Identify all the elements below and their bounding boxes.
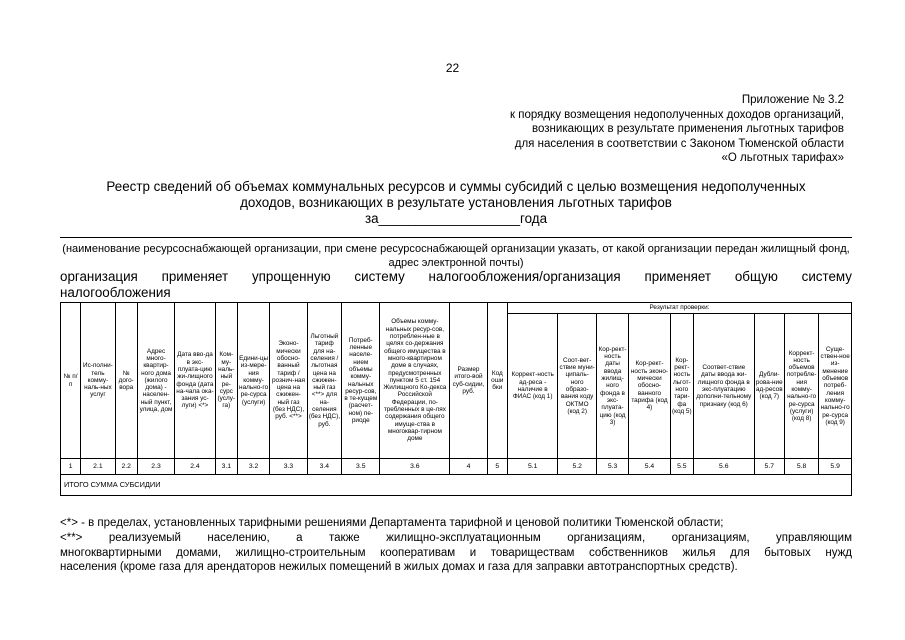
column-number: 3.4	[307, 459, 341, 475]
org-name-caption: (наименование ресурсоснабжающей организации, при смене ресурсоснабжающей организации указать, от какой организации передан жилищный фонд, адрес электронной почты)	[62, 243, 850, 269]
result-column-header: Суще-ствен-ное из-менение объемов потреб-ления комму-нально-го ре-сурса (код 9)	[819, 314, 852, 459]
result-group-header: Результат проверки:	[507, 303, 851, 314]
tax-system-line: налогообложения	[60, 285, 171, 300]
column-number: 5.9	[819, 459, 852, 475]
column-number: 2.4	[175, 459, 215, 475]
appendix-line: к порядку возмещения недополученных доходов организаций,	[510, 108, 844, 121]
column-number: 3.2	[237, 459, 269, 475]
tax-system-line: организация применяет упрощенную систему налогообложения/организация применяет общую систему	[60, 269, 852, 284]
appendix-line: возникающих в результате применения льготных тарифов	[532, 123, 844, 136]
column-header: Размер итого-вой суб-сидии, руб.	[450, 303, 487, 459]
column-header: Дата вво-да в экс-плуата-цию жи-лищного фонда (дата на-чала ока-зания ус-луги) <*>	[175, 303, 215, 459]
column-number: 5.8	[784, 459, 818, 475]
page-number: 22	[445, 61, 460, 75]
column-number: 2.2	[115, 459, 137, 475]
title-line: доходов, возникающих в результате установления льготных тарифов	[240, 194, 672, 210]
column-number: 2.3	[137, 459, 174, 475]
document-title	[60, 179, 852, 226]
result-column-header: Кор-рект-ность льгот-ного тари-фа (код 5)	[670, 314, 693, 459]
column-header: Адрес много-квартир-ного дома (жилого дома) - населен-ный пункт, улица, дом	[137, 303, 174, 459]
appendix-line: Приложение № 3.2	[741, 94, 844, 106]
column-number: 3.6	[380, 459, 450, 475]
column-number: 5.1	[507, 459, 558, 475]
column-number: 5.6	[693, 459, 754, 475]
result-column-header: Дубли-рова-ние ад-ресов (код 7)	[754, 314, 784, 459]
appendix-heading	[510, 93, 844, 166]
column-header: Код оши бки	[487, 303, 507, 459]
result-column-header: Соответ-ствие даты ввода жи-лищного фонда в экс-плуатацию дополни-тельному признаку (код 6)	[693, 314, 754, 459]
column-number: 2.1	[81, 459, 115, 475]
result-column-header: Коррект-ность ад-реса - наличие в ФИАС (код 1)	[507, 314, 558, 459]
appendix-line: «О льготных тарифах»	[721, 152, 844, 165]
column-number: 5.3	[596, 459, 628, 475]
registry-table	[60, 302, 852, 496]
column-number: 5.2	[558, 459, 596, 475]
result-column-header: Кор-рект-ность эконо-мически обосно-ванного тарифа (код 4)	[629, 314, 670, 459]
column-header: Едини-цы из-мере-ния комму-нально-го ре-сурса (услуги)	[237, 303, 269, 459]
column-header: Ис-полни-тель комму-наль-ных услуг	[81, 303, 115, 459]
org-name-fill-line	[60, 237, 852, 238]
column-number: 5.4	[629, 459, 670, 475]
column-header: № дого-вора	[115, 303, 137, 459]
title-line: Реестр сведений об объемах коммунальных ресурсов и суммы субсидий с целью возмещения недополученных	[106, 179, 806, 194]
column-number: 1	[61, 459, 81, 475]
footnotes	[60, 516, 852, 575]
column-number: 3.3	[270, 459, 307, 475]
column-header: Потреб-ленные населе-нием объемы комму-нальных ресур-сов, в те-кущем (расчет-ном) пе-риоде	[342, 303, 380, 459]
column-header: Льготный тариф для на-селения / льготная цена на сжижен-ный газ <**> для на-селения (без НДС), руб.	[307, 303, 341, 459]
result-column-header: Коррект-ность объемов потребле-ния комму-нально-го ре-сурса (услуги) (код 8)	[784, 314, 818, 459]
column-header: № п/п	[61, 303, 81, 459]
footnote-double-asterisk	[60, 531, 852, 575]
column-header: Ком-му-наль-ный ре-сурс (услу-га)	[215, 303, 237, 459]
column-header: Эконо-мически обосно-ванный тариф / рознич-ная цена на сжижен-ный газ (без НДС), руб. <**>	[270, 303, 307, 459]
column-number: 5.7	[754, 459, 784, 475]
result-column-header: Кор-рект-ность даты ввода жилищ-ного фонда в экс-плуата-цию (код 3)	[596, 314, 628, 459]
result-column-header: Соот-вет-ствие муни-ципаль-ного образо-вания коду ОКТМО (код 2)	[558, 314, 596, 459]
column-number: 5	[487, 459, 507, 475]
footnote-line: многоквартирными домами, жилищно-строительным кооперативам и товариществам собственников жилья для бытовых нужд	[60, 546, 852, 559]
footnote-line: <**> реализуемый населению, а также жилищно-эксплуатационным организациям, организациям, управляющим	[60, 531, 852, 544]
column-header: Объемы комму-нальных ресур-сов, потреблен-ные в целях со-держания общего имущества в много-квартирном доме в случаях, предусмотренных пунктом 5 ст. 154 Жилищного Ко-декса Российской Федерации, по-требленных в це-лях содержания общего имуще-ства в многоквар-тирном доме	[380, 303, 450, 459]
footnote-line: населения (кроме газа для арендаторов нежилых помещений в жилых домах и газа для заправки автотранспортных средств).	[60, 561, 738, 574]
column-number: 5.5	[670, 459, 693, 475]
title-period-line: за___________________года	[364, 210, 548, 226]
column-number: 4	[450, 459, 487, 475]
column-number: 3.5	[342, 459, 380, 475]
total-row	[61, 475, 852, 496]
footnote-single-asterisk: <*> - в пределах, установленных тарифными решениями Департамента тарифной и ценовой политики Тюменской области;	[60, 517, 724, 529]
appendix-line: для населения в соответствии с Законом Тюменской области	[514, 137, 844, 150]
column-number-row	[61, 459, 852, 475]
total-subsidy-label: ИТОГО СУММА СУБСИДИИ	[61, 475, 852, 496]
column-number: 3.1	[215, 459, 237, 475]
